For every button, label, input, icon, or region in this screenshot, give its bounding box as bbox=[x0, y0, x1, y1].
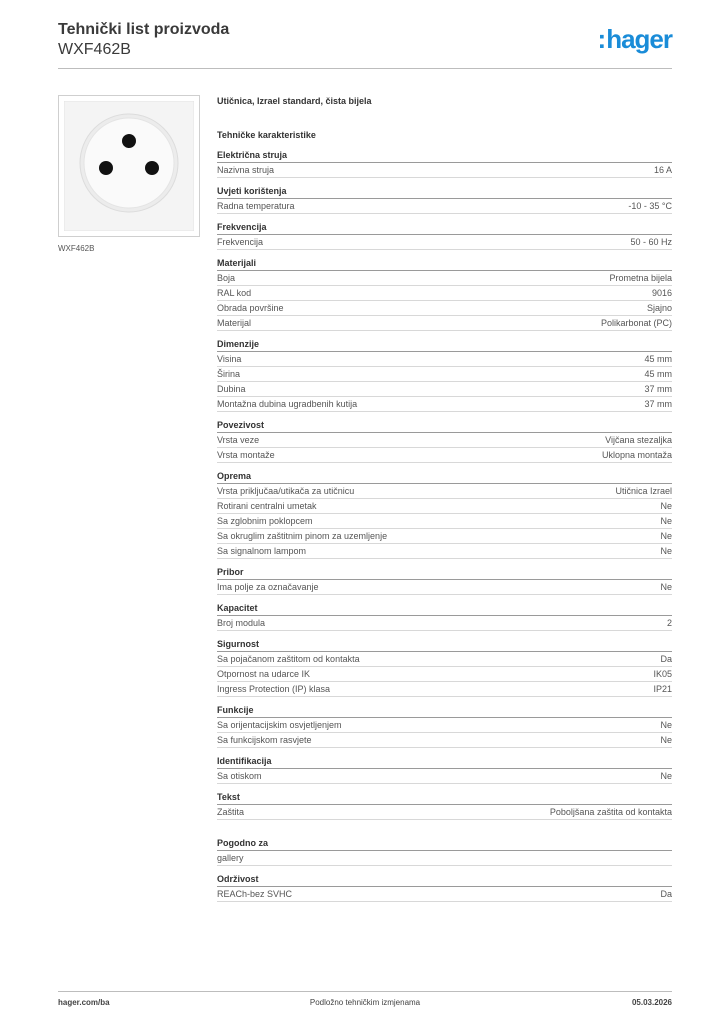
tech-heading: Tehničke karakteristike bbox=[217, 130, 316, 140]
spec-row bbox=[217, 805, 672, 820]
spec-section bbox=[217, 837, 672, 866]
spec-label: Radna temperatura bbox=[217, 201, 295, 211]
spec-section bbox=[217, 638, 672, 697]
section-title: Funkcije bbox=[217, 704, 672, 718]
section-title: Pribor bbox=[217, 566, 672, 580]
spec-value: 45 mm bbox=[644, 354, 672, 364]
document-title: Tehnički list proizvoda bbox=[58, 21, 230, 38]
spec-row bbox=[217, 682, 672, 697]
spec-row bbox=[217, 301, 672, 316]
spec-sections bbox=[217, 149, 672, 902]
spec-section bbox=[217, 704, 672, 748]
spec-value: -10 - 35 °C bbox=[628, 201, 672, 211]
product-name: Utičnica, Izrael standard, čista bijela bbox=[217, 96, 372, 106]
spec-section bbox=[217, 873, 672, 902]
hager-logo bbox=[598, 24, 672, 55]
socket-image bbox=[64, 101, 194, 231]
spec-section bbox=[217, 338, 672, 412]
spec-label: Boja bbox=[217, 273, 236, 283]
spec-label: Širina bbox=[217, 369, 241, 379]
spec-row bbox=[217, 529, 672, 544]
spec-label: Frekvencija bbox=[217, 237, 264, 247]
spec-section bbox=[217, 602, 672, 631]
spec-value: 37 mm bbox=[644, 399, 672, 409]
spec-row bbox=[217, 718, 672, 733]
spec-value: 9016 bbox=[651, 288, 672, 298]
section-title: Pogodno za bbox=[217, 837, 672, 851]
footer-divider bbox=[58, 991, 672, 992]
spec-value: Ne bbox=[660, 735, 672, 745]
spec-label: Sa funkcijskom rasvjete bbox=[217, 735, 312, 745]
spec-label: Vrsta priključaa/utikača za utičnicu bbox=[217, 486, 355, 496]
spec-value: Ne bbox=[660, 531, 672, 541]
spec-row bbox=[217, 397, 672, 412]
section-title: Frekvencija bbox=[217, 221, 672, 235]
spec-value: Ne bbox=[660, 501, 672, 511]
spec-value: 2 bbox=[666, 618, 672, 628]
spec-value: Ne bbox=[660, 546, 672, 556]
spec-row bbox=[217, 851, 672, 866]
spec-label: Sa signalnom lampom bbox=[217, 546, 307, 556]
section-title: Sigurnost bbox=[217, 638, 672, 652]
spec-value: Poboljšana zaštita od kontakta bbox=[549, 807, 672, 817]
spec-row bbox=[217, 616, 672, 631]
spec-section bbox=[217, 257, 672, 331]
spec-value: Polikarbonat (PC) bbox=[600, 318, 672, 328]
spec-label: Vrsta montaže bbox=[217, 450, 275, 460]
spec-value: Ne bbox=[660, 720, 672, 730]
spec-row bbox=[217, 448, 672, 463]
spec-row bbox=[217, 199, 672, 214]
spec-row bbox=[217, 484, 672, 499]
logo-dots-icon: : bbox=[597, 24, 606, 54]
spec-section bbox=[217, 419, 672, 463]
spec-label: Ima polje za označavanje bbox=[217, 582, 319, 592]
spec-label: Nazivna struja bbox=[217, 165, 275, 175]
socket-face bbox=[84, 118, 174, 208]
spec-label: Zaštita bbox=[217, 807, 245, 817]
spec-label: Otpornost na udarce IK bbox=[217, 669, 311, 679]
spec-row bbox=[217, 433, 672, 448]
spec-row bbox=[217, 163, 672, 178]
section-title: Dimenzije bbox=[217, 338, 672, 352]
spec-content bbox=[217, 94, 672, 902]
section-title: Povezivost bbox=[217, 419, 672, 433]
spec-label: Obrada površine bbox=[217, 303, 284, 313]
spec-row bbox=[217, 382, 672, 397]
spec-value: 45 mm bbox=[644, 369, 672, 379]
spec-row bbox=[217, 235, 672, 250]
spec-row bbox=[217, 286, 672, 301]
spec-value: Uklopna montaža bbox=[601, 450, 672, 460]
spec-row bbox=[217, 544, 672, 559]
spec-row bbox=[217, 580, 672, 595]
spec-label: Sa orijentacijskim osvjetljenjem bbox=[217, 720, 342, 730]
socket-pin-left bbox=[99, 161, 113, 175]
spec-value: Ne bbox=[660, 516, 672, 526]
spec-label: Sa pojačanom zaštitom od kontakta bbox=[217, 654, 360, 664]
spec-label: Sa zglobnim poklopcem bbox=[217, 516, 313, 526]
spec-value: Utičnica Izrael bbox=[615, 486, 672, 496]
page-header bbox=[58, 20, 672, 70]
spec-value: 37 mm bbox=[644, 384, 672, 394]
spec-section bbox=[217, 185, 672, 214]
section-title: Kapacitet bbox=[217, 602, 672, 616]
spec-row bbox=[217, 733, 672, 748]
spec-value: Da bbox=[660, 889, 672, 899]
section-title: Električna struja bbox=[217, 149, 672, 163]
section-title: Identifikacija bbox=[217, 755, 672, 769]
spec-label: Broj modula bbox=[217, 618, 266, 628]
spec-value: 16 A bbox=[653, 165, 672, 175]
spec-value: Ne bbox=[660, 582, 672, 592]
spec-section bbox=[217, 566, 672, 595]
spec-label: Sa otiskom bbox=[217, 771, 262, 781]
spec-label: gallery bbox=[217, 853, 244, 863]
spec-label: Vrsta veze bbox=[217, 435, 260, 445]
spec-value: Sjajno bbox=[646, 303, 672, 313]
header-divider bbox=[58, 68, 672, 69]
product-image-frame bbox=[58, 95, 200, 237]
section-title: Održivost bbox=[217, 873, 672, 887]
spec-row bbox=[217, 271, 672, 286]
logo-text: hager bbox=[606, 24, 672, 54]
spec-label: Montažna dubina ugradbenih kutija bbox=[217, 399, 358, 409]
footer-date: 05.03.2026 bbox=[631, 998, 672, 1007]
spec-label: Materijal bbox=[217, 318, 252, 328]
spec-section bbox=[217, 470, 672, 559]
spec-value: IP21 bbox=[653, 684, 672, 694]
spec-value: Vijčana stezaljka bbox=[605, 435, 672, 445]
spec-section bbox=[217, 791, 672, 820]
spec-label: RAL kod bbox=[217, 288, 252, 298]
spec-row bbox=[217, 514, 672, 529]
spec-row bbox=[217, 316, 672, 331]
spec-label: Visina bbox=[217, 354, 242, 364]
spec-value: Prometna bijela bbox=[609, 273, 672, 283]
page-footer bbox=[58, 998, 672, 1010]
spec-label: Sa okruglim zaštitnim pinom za uzemljenje bbox=[217, 531, 388, 541]
spec-label: Rotirani centralni umetak bbox=[217, 501, 317, 511]
spec-section bbox=[217, 755, 672, 784]
spec-row bbox=[217, 652, 672, 667]
footer-note: Podložno tehničkim izmjenama bbox=[309, 998, 421, 1007]
spec-row bbox=[217, 352, 672, 367]
spec-value: 50 - 60 Hz bbox=[630, 237, 672, 247]
spec-label: Dubina bbox=[217, 384, 246, 394]
spec-section bbox=[217, 149, 672, 178]
spec-section bbox=[217, 221, 672, 250]
spec-row bbox=[217, 769, 672, 784]
spec-row bbox=[217, 367, 672, 382]
section-title: Oprema bbox=[217, 470, 672, 484]
section-title: Tekst bbox=[217, 791, 672, 805]
product-code: WXF462B bbox=[58, 41, 131, 58]
socket-pin-top bbox=[122, 134, 136, 148]
spec-row bbox=[217, 667, 672, 682]
product-image-caption: WXF462B bbox=[58, 244, 95, 253]
spec-row bbox=[217, 499, 672, 514]
spec-value: Da bbox=[660, 654, 672, 664]
spec-label: Ingress Protection (IP) klasa bbox=[217, 684, 331, 694]
socket-pin-right bbox=[145, 161, 159, 175]
spec-row bbox=[217, 887, 672, 902]
section-title: Uvjeti korištenja bbox=[217, 185, 672, 199]
spec-value: Ne bbox=[660, 771, 672, 781]
section-title: Materijali bbox=[217, 257, 672, 271]
spec-label: REACh-bez SVHC bbox=[217, 889, 293, 899]
footer-website: hager.com/ba bbox=[58, 998, 110, 1007]
spec-value: IK05 bbox=[653, 669, 672, 679]
